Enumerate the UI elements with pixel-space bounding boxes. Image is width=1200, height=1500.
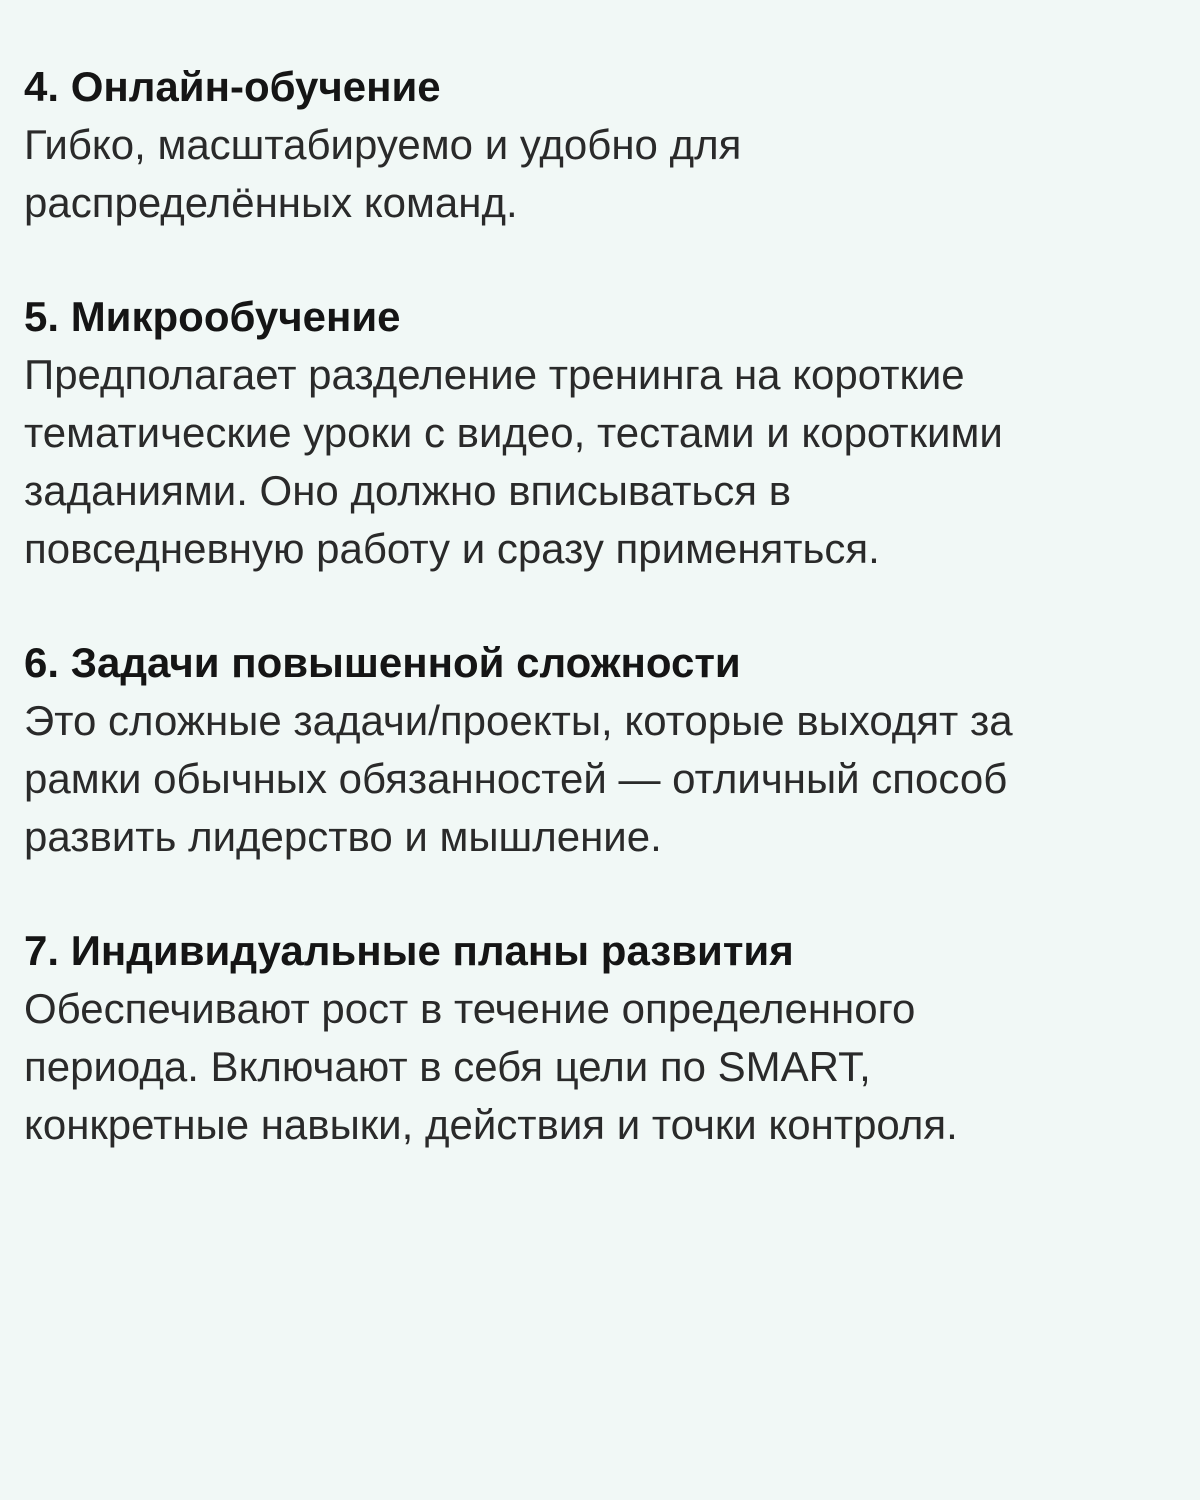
section-body — [24, 692, 1176, 866]
body-line: Гибко, масштабируемо и удобно для — [24, 121, 742, 168]
section-title: 7. Индивидуальные планы развития — [24, 927, 794, 974]
body-line: заданиями. Оно должно вписываться в — [24, 467, 792, 514]
body-line: рамки обычных обязанностей — отличный способ — [24, 755, 1008, 802]
section-title: 4. Онлайн-обучение — [24, 63, 441, 110]
body-line: Предполагает разделение тренинга на короткие — [24, 351, 965, 398]
body-line: распределённых команд. — [24, 179, 518, 226]
body-line: Это сложные задачи/проекты, которые выходят за — [24, 697, 1013, 744]
body-line: повседневную работу и сразу применяться. — [24, 525, 880, 572]
section-development-plans — [24, 922, 1176, 1154]
section-online-learning — [24, 58, 1176, 232]
body-line: тематические уроки с видео, тестами и короткими — [24, 409, 1003, 456]
body-line: развить лидерство и мышление. — [24, 813, 662, 860]
section-microlearning — [24, 288, 1176, 578]
section-stretch-tasks — [24, 634, 1176, 866]
section-body — [24, 346, 1176, 578]
section-title: 5. Микрообучение — [24, 293, 401, 340]
section-title: 6. Задачи повышенной сложности — [24, 639, 741, 686]
body-line: Обеспечивают рост в течение определенного — [24, 985, 916, 1032]
section-body — [24, 980, 1176, 1154]
body-line: периода. Включают в себя цели по SMART, — [24, 1043, 871, 1090]
body-line: конкретные навыки, действия и точки контроля. — [24, 1101, 958, 1148]
section-body — [24, 116, 1176, 232]
